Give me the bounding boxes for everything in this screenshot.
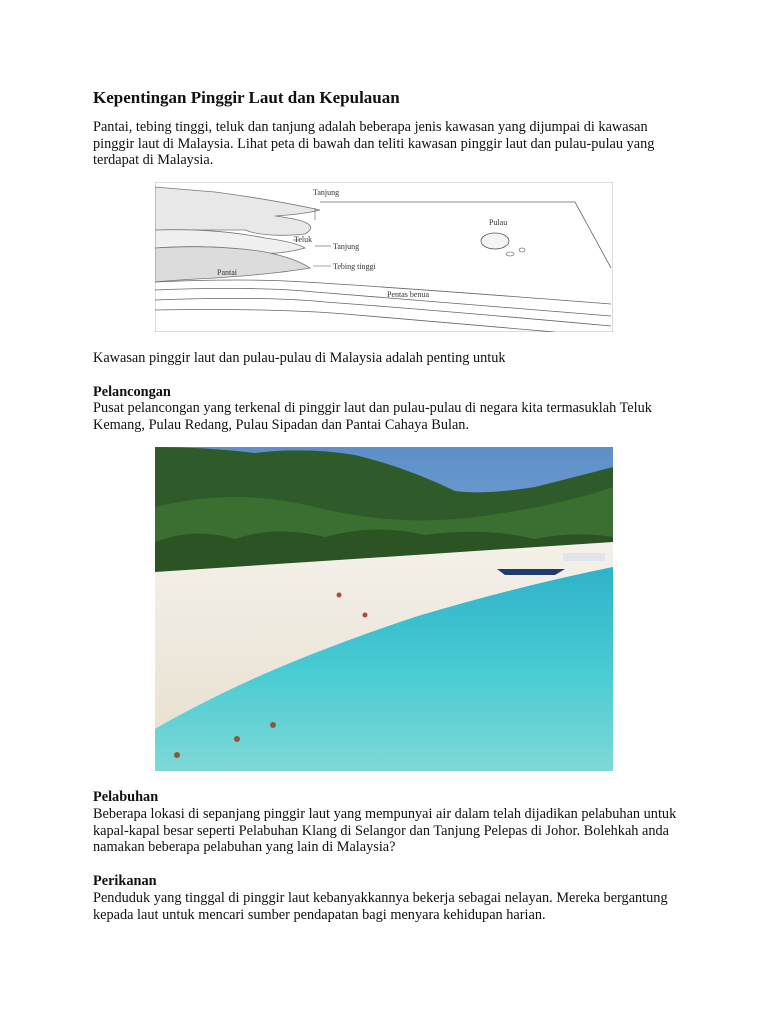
heading-pelancongan: Pelancongan xyxy=(93,384,171,400)
label-pantai: Pantai xyxy=(217,268,237,277)
text-pelancongan: Pusat pelancongan yang terkenal di pinggir laut dan pulau-pulau di negara kita termasuklah Teluk Kemang, Pulau Redang, Pulau Sipadan dan Pantai Cahaya Bulan. xyxy=(93,400,652,433)
document-title: Kepentingan Pinggir Laut dan Kepulauan xyxy=(93,88,400,107)
text-pelabuhan: Beberapa lokasi di sepanjang pinggir laut yang mempunyai air dalam telah dijadikan pelabuhan untuk kapal-kapal besar seperti Pelabuhan Klang di Selangor dan Tanjung Pelepas di Johor. Bolehkah anda namakan beberapa pelabuhan yang lain di Malaysia? xyxy=(93,806,677,855)
label-tebing-tinggi: Tebing tinggi xyxy=(333,262,376,271)
label-tanjung-top: Tanjung xyxy=(313,188,340,197)
coastal-map-diagram xyxy=(155,182,613,332)
label-pentas-benua: Pentas benua xyxy=(387,290,429,299)
heading-pelabuhan: Pelabuhan xyxy=(93,789,159,805)
label-tanjung: Tanjung xyxy=(333,242,360,251)
intro-paragraph: Pantai, tebing tinggi, teluk dan tanjung adalah beberapa jenis kawasan yang dijumpai di kawasan pinggir laut di Malaysia. Lihat peta di bawah dan teliti kawasan pinggir laut dan pulau-pulau yang terdapat di Malaysia. xyxy=(93,119,655,168)
label-pulau: Pulau xyxy=(489,218,508,227)
island-shape xyxy=(481,233,509,249)
text-perikanan: Penduduk yang tinggal di pinggir laut kebanyakkannya bekerja sebagai nelayan. Mereka bergantung kepada laut untuk mencari sumber pendapatan bagi menyara kehidupan harian. xyxy=(93,890,668,923)
after-diagram-text: Kawasan pinggir laut dan pulau-pulau di Malaysia adalah penting untuk xyxy=(93,350,506,366)
label-teluk: Teluk xyxy=(294,235,313,244)
beach-photo xyxy=(155,447,613,771)
heading-perikanan: Perikanan xyxy=(93,873,157,889)
